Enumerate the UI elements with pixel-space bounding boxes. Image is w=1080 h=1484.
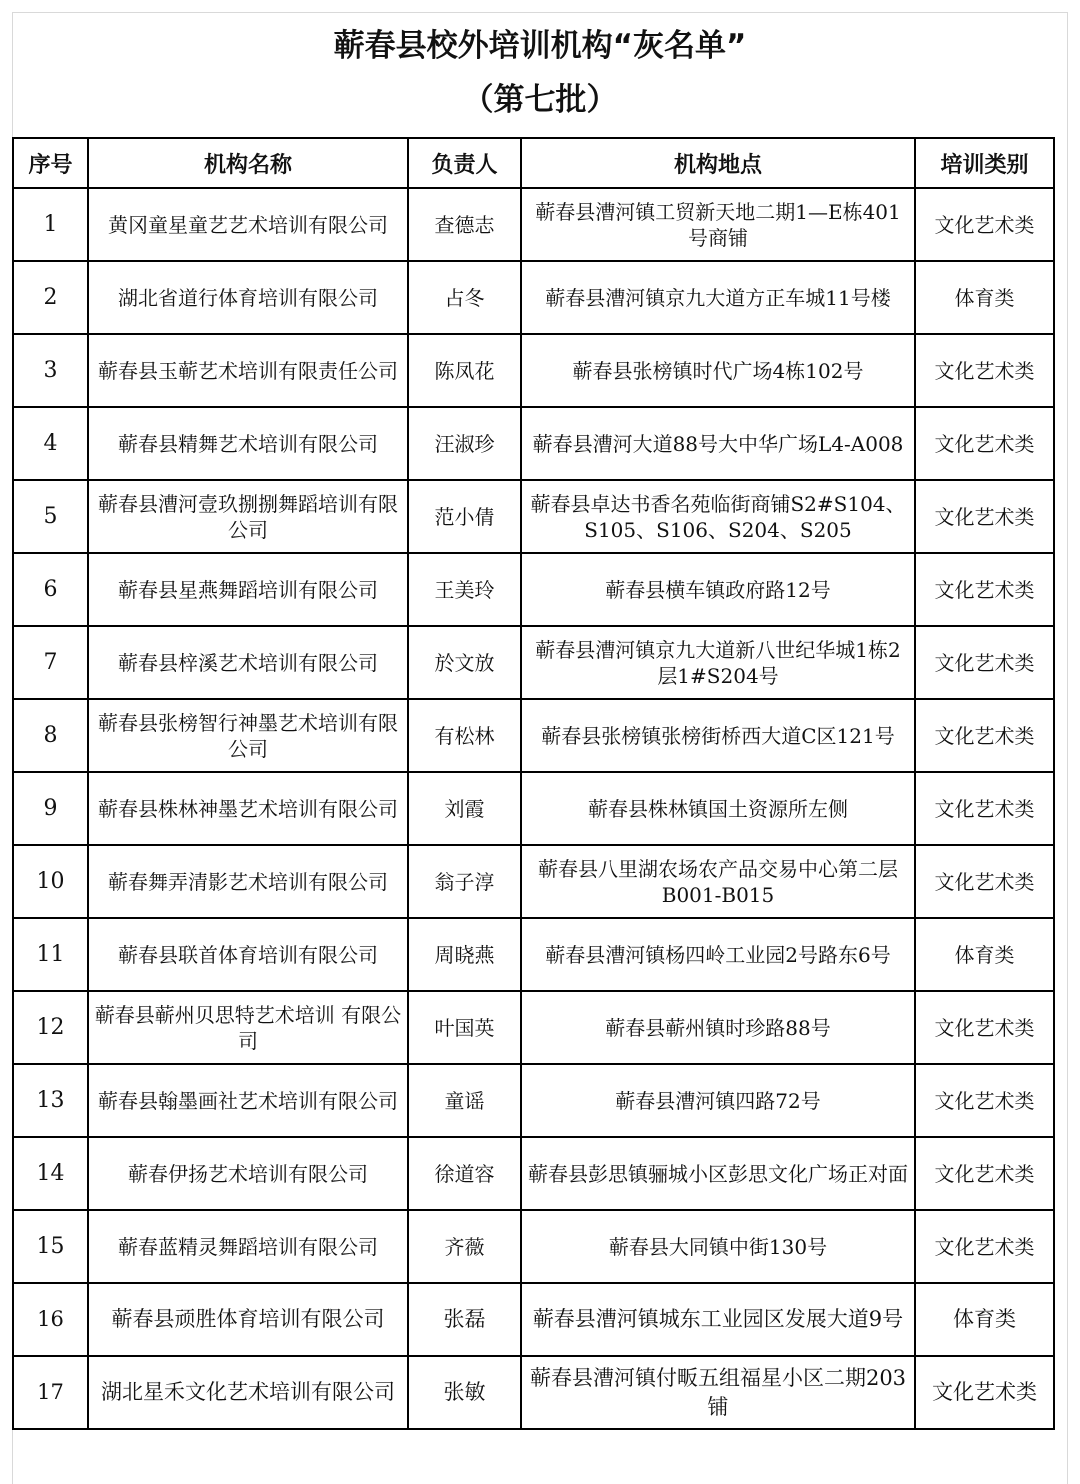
cell-location: 蕲春县蕲州镇时珍路88号 [521, 991, 915, 1064]
cell-institution-name: 蕲春伊扬艺术培训有限公司 [88, 1137, 408, 1210]
table-header-row [13, 138, 1054, 188]
cell-person-in-charge: 张磊 [408, 1283, 521, 1356]
table-row [13, 626, 1054, 699]
table-row [13, 553, 1054, 626]
table-row [13, 1283, 1054, 1356]
cell-training-category: 文化艺术类 [915, 772, 1054, 845]
cell-training-category: 文化艺术类 [915, 407, 1054, 480]
cell-institution-name: 蕲春县漕河壹玖捌捌舞蹈培训有限公司 [88, 480, 408, 553]
cell-location: 蕲春县漕河镇京九大道方正车城11号楼 [521, 261, 915, 334]
cell-training-category: 文化艺术类 [915, 553, 1054, 626]
cell-index: 15 [13, 1210, 88, 1283]
cell-institution-name: 蕲春县星燕舞蹈培训有限公司 [88, 553, 408, 626]
header-person-in-charge: 负责人 [408, 138, 521, 188]
cell-training-category: 文化艺术类 [915, 699, 1054, 772]
cell-institution-name: 蕲春县顽胜体育培训有限公司 [88, 1283, 408, 1356]
table-row [13, 188, 1054, 261]
cell-location: 蕲春县大同镇中街130号 [521, 1210, 915, 1283]
table-row [13, 991, 1054, 1064]
cell-person-in-charge: 周晓燕 [408, 918, 521, 991]
table-row [13, 772, 1054, 845]
cell-index: 16 [13, 1283, 88, 1356]
cell-index: 3 [13, 334, 88, 407]
cell-index: 8 [13, 699, 88, 772]
cell-index: 17 [13, 1356, 88, 1429]
header-location: 机构地点 [521, 138, 915, 188]
document-title: 蕲春县校外培训机构“灰名单” [333, 28, 747, 64]
cell-person-in-charge: 翁子淳 [408, 845, 521, 918]
cell-location: 蕲春县漕河镇工贸新天地二期1—E栋401号商铺 [521, 188, 915, 261]
cell-location: 蕲春县漕河镇京九大道新八世纪华城1栋2层1#S204号 [521, 626, 915, 699]
cell-index: 4 [13, 407, 88, 480]
cell-index: 11 [13, 918, 88, 991]
table-row [13, 918, 1054, 991]
cell-institution-name: 湖北省道行体育培训有限公司 [88, 261, 408, 334]
cell-index: 7 [13, 626, 88, 699]
gray-list-table [12, 137, 1055, 1430]
cell-training-category: 文化艺术类 [915, 845, 1054, 918]
cell-person-in-charge: 童谣 [408, 1064, 521, 1137]
table-row [13, 407, 1054, 480]
cell-training-category: 文化艺术类 [915, 334, 1054, 407]
cell-training-category: 文化艺术类 [915, 188, 1054, 261]
table-row [13, 1064, 1054, 1137]
table-row [13, 1137, 1054, 1210]
table-row [13, 261, 1054, 334]
cell-location: 蕲春县彭思镇骊城小区彭思文化广场正对面 [521, 1137, 915, 1210]
cell-training-category: 文化艺术类 [915, 991, 1054, 1064]
cell-institution-name: 黄冈童星童艺艺术培训有限公司 [88, 188, 408, 261]
cell-training-category: 文化艺术类 [915, 1137, 1054, 1210]
cell-institution-name: 蕲春县蕲州贝思特艺术培训 有限公司 [88, 991, 408, 1064]
cell-person-in-charge: 有松林 [408, 699, 521, 772]
cell-index: 2 [13, 261, 88, 334]
cell-index: 9 [13, 772, 88, 845]
cell-training-category: 体育类 [915, 261, 1054, 334]
cell-training-category: 体育类 [915, 1283, 1054, 1356]
header-training-category: 培训类别 [915, 138, 1054, 188]
cell-person-in-charge: 徐道容 [408, 1137, 521, 1210]
cell-training-category: 文化艺术类 [915, 1210, 1054, 1283]
cell-location: 蕲春县横车镇政府路12号 [521, 553, 915, 626]
cell-person-in-charge: 刘霞 [408, 772, 521, 845]
table-body [13, 188, 1054, 1429]
cell-index: 12 [13, 991, 88, 1064]
cell-location: 蕲春县张榜镇张榜街桥西大道C区121号 [521, 699, 915, 772]
cell-training-category: 文化艺术类 [915, 1064, 1054, 1137]
cell-person-in-charge: 陈凤花 [408, 334, 521, 407]
table-row [13, 480, 1054, 553]
cell-institution-name: 蕲春县翰墨画社艺术培训有限公司 [88, 1064, 408, 1137]
cell-training-category: 体育类 [915, 918, 1054, 991]
cell-location: 蕲春县漕河镇杨四岭工业园2号路东6号 [521, 918, 915, 991]
cell-location: 蕲春县株林镇国土资源所左侧 [521, 772, 915, 845]
cell-index: 14 [13, 1137, 88, 1210]
cell-institution-name: 蕲春县联首体育培训有限公司 [88, 918, 408, 991]
cell-institution-name: 蕲春县玉蕲艺术培训有限责任公司 [88, 334, 408, 407]
cell-person-in-charge: 汪淑珍 [408, 407, 521, 480]
cell-person-in-charge: 叶国英 [408, 991, 521, 1064]
cell-index: 5 [13, 480, 88, 553]
cell-person-in-charge: 范小倩 [408, 480, 521, 553]
table-row [13, 845, 1054, 918]
cell-institution-name: 蕲春县株林神墨艺术培训有限公司 [88, 772, 408, 845]
cell-institution-name: 蕲春县精舞艺术培训有限公司 [88, 407, 408, 480]
cell-person-in-charge: 张敏 [408, 1356, 521, 1429]
cell-training-category: 文化艺术类 [915, 626, 1054, 699]
cell-institution-name: 蕲春县张榜智行神墨艺术培训有限公司 [88, 699, 408, 772]
cell-person-in-charge: 查德志 [408, 188, 521, 261]
cell-institution-name: 蕲春舞弄清影艺术培训有限公司 [88, 845, 408, 918]
cell-training-category: 文化艺术类 [915, 480, 1054, 553]
table-row [13, 334, 1054, 407]
cell-location: 蕲春县漕河大道88号大中华广场L4-A008 [521, 407, 915, 480]
cell-index: 13 [13, 1064, 88, 1137]
header-index: 序号 [13, 138, 88, 188]
cell-training-category: 文化艺术类 [915, 1356, 1054, 1429]
cell-institution-name: 蕲春蓝精灵舞蹈培训有限公司 [88, 1210, 408, 1283]
table-row [13, 1210, 1054, 1283]
table-row [13, 699, 1054, 772]
document-subtitle: （第七批） [462, 82, 618, 118]
cell-person-in-charge: 於文放 [408, 626, 521, 699]
cell-institution-name: 湖北星禾文化艺术培训有限公司 [88, 1356, 408, 1429]
cell-location: 蕲春县张榜镇时代广场4栋102号 [521, 334, 915, 407]
cell-person-in-charge: 齐薇 [408, 1210, 521, 1283]
cell-index: 10 [13, 845, 88, 918]
table-row [13, 1356, 1054, 1429]
cell-index: 1 [13, 188, 88, 261]
cell-institution-name: 蕲春县梓溪艺术培训有限公司 [88, 626, 408, 699]
cell-location: 蕲春县漕河镇四路72号 [521, 1064, 915, 1137]
cell-person-in-charge: 王美玲 [408, 553, 521, 626]
cell-location: 蕲春县八里湖农场农产品交易中心第二层B001-B015 [521, 845, 915, 918]
cell-location: 蕲春县漕河镇付畈五组福星小区二期203铺 [521, 1356, 915, 1429]
cell-person-in-charge: 占冬 [408, 261, 521, 334]
cell-location: 蕲春县卓达书香名苑临街商铺S2#S104、S105、S106、S204、S205 [521, 480, 915, 553]
header-institution-name: 机构名称 [88, 138, 408, 188]
cell-index: 6 [13, 553, 88, 626]
cell-location: 蕲春县漕河镇城东工业园区发展大道9号 [521, 1283, 915, 1356]
